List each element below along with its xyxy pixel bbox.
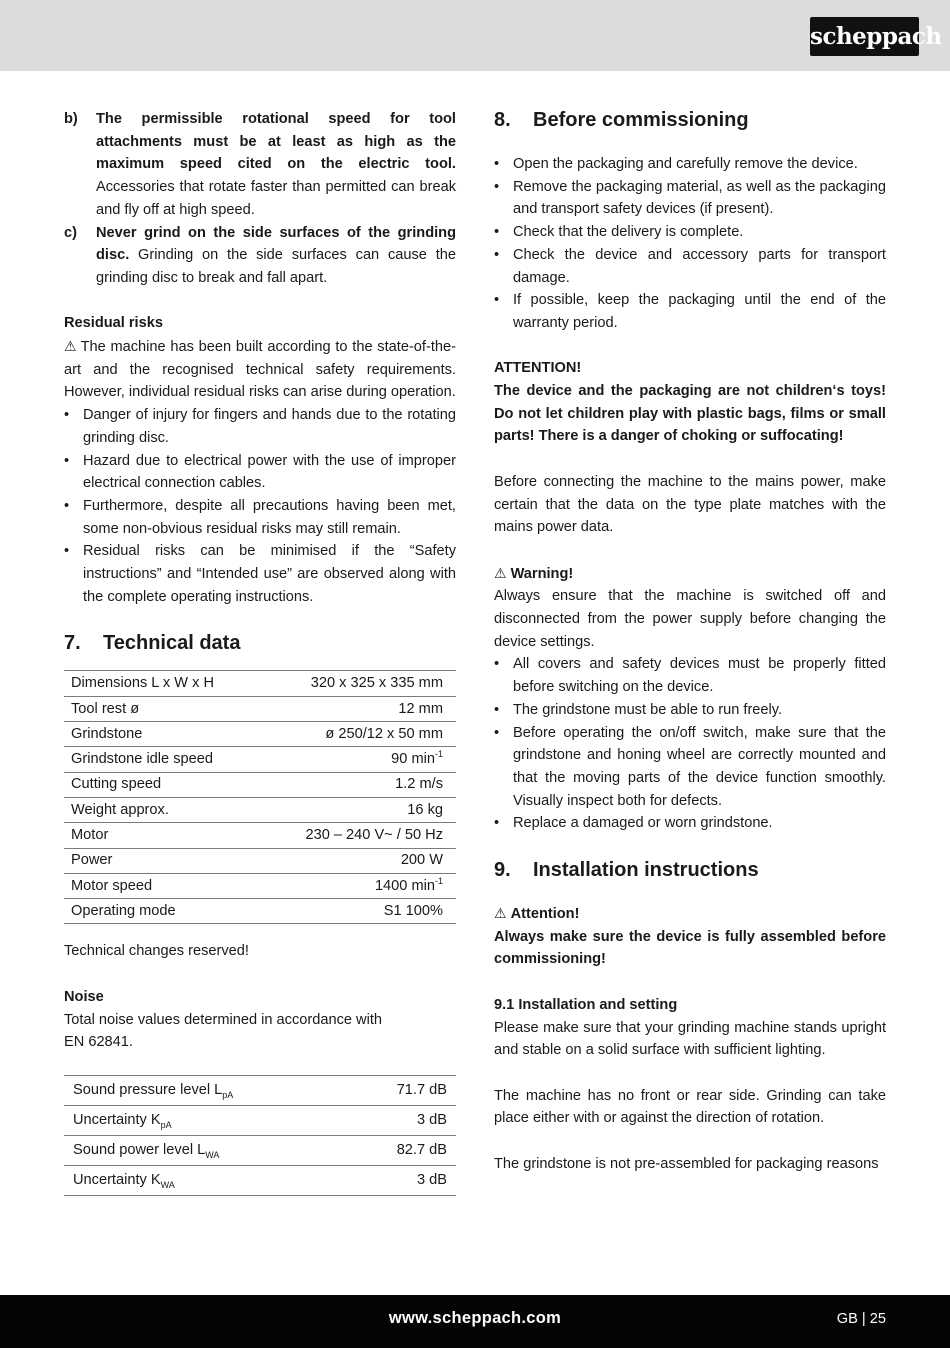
residual-risks-list: [64, 404, 456, 608]
spec-label: Grindstone: [64, 722, 263, 747]
spec-label: Dimensions L x W x H: [64, 671, 263, 696]
residual-risks-text: ⚠ The machine has been built according to the state-of-the-art and the recognised technical safety requirements. However, individual residual risks can arise during operation.: [64, 335, 456, 404]
noise-value: 3 dB: [347, 1165, 456, 1195]
spec-label: Grindstone idle speed: [64, 747, 263, 772]
spec-value: S1 100%: [263, 899, 456, 924]
spec-label: Motor: [64, 823, 263, 848]
warning-triangle-icon: ⚠: [494, 905, 507, 922]
section-heading-installation: 9. Installation instructions: [494, 859, 759, 882]
spec-value: 16 kg: [263, 797, 456, 822]
attention-title: ATTENTION!: [494, 360, 582, 377]
item-text: Accessories that rotate faster than permitted can break and fly off at high speed.: [96, 179, 456, 218]
header-bar: [0, 0, 950, 71]
spec-value: 12 mm: [263, 696, 456, 721]
installation-text: Please make sure that your grinding machine stands upright and stable on a solid surface with sufficient lighting.: [494, 1019, 886, 1059]
noise-label: Sound power level $L_{WA}$: [64, 1135, 347, 1165]
list-item-c: [64, 222, 456, 290]
warning-list: [494, 653, 886, 835]
item-text: Grinding on the side surfaces can cause the grinding disc to break and fall apart.: [96, 247, 456, 286]
noise-label: Sound pressure level $L_{pA}$: [64, 1075, 347, 1105]
right-column: [494, 108, 886, 1175]
noise-standard: EN 62841.: [64, 1034, 133, 1051]
list-item: • Hazard due to electrical power with the use of improper electrical connection cables.: [64, 450, 456, 495]
list-item: • Check the device and accessory parts for transport damage.: [494, 244, 886, 289]
warning-title: ⚠ Warning!: [494, 562, 886, 586]
spec-value: 1400 $\min^{-1}$: [263, 873, 456, 898]
table-row: [64, 696, 456, 721]
commissioning-list: [494, 153, 886, 335]
spec-value: 90 $\min^{-1}$: [263, 747, 456, 772]
section-heading-technical-data: 7. Technical data: [64, 632, 241, 655]
list-item: • Open the packaging and carefully remove the device.: [494, 153, 886, 176]
page-number: GB | 25: [836, 1311, 886, 1327]
spec-label: Tool rest ø: [64, 696, 263, 721]
table-row: [64, 848, 456, 873]
spec-value: 320 x 325 x 335 mm: [263, 671, 456, 696]
brand-logo: scheppach: [810, 17, 919, 56]
left-column: [64, 108, 456, 1196]
noise-label: Uncertainty $K_{WA}$: [64, 1165, 347, 1195]
item-label: b): [64, 111, 78, 127]
spec-value: 1.2 m/s: [263, 772, 456, 797]
table-row: [64, 671, 456, 696]
noise-value: 71.7 dB: [347, 1075, 456, 1105]
table-row: [64, 1105, 456, 1135]
packaging-text: The grindstone is not pre-assembled for packaging reasons: [494, 1155, 879, 1172]
list-item: • The grindstone must be able to run freely.: [494, 699, 886, 722]
noise-table: [64, 1075, 456, 1196]
noise-text: Total noise values determined in accordance with: [64, 1011, 382, 1028]
technical-changes-note: Technical changes reserved!: [64, 943, 249, 960]
table-row: [64, 722, 456, 747]
list-item: • Check that the delivery is complete.: [494, 221, 886, 244]
noise-value: 82.7 dB: [347, 1135, 456, 1165]
list-item-b: [64, 108, 456, 222]
list-item: • Furthermore, despite all precautions having been met, some non-obvious residual risks may still remain.: [64, 495, 456, 540]
spec-label: Weight approx.: [64, 797, 263, 822]
warning-triangle-icon: ⚠: [64, 338, 77, 355]
spec-value: ø 250/12 x 50 mm: [263, 722, 456, 747]
attention-text: The device and the packaging are not children‘s toys! Do not let children play with plastic bags, films or small parts! There is a danger of choking or suffocating!: [494, 383, 886, 445]
table-row: [64, 772, 456, 797]
table-row: [64, 747, 456, 772]
spec-label: Motor speed: [64, 873, 263, 898]
grinding-direction-text: The machine has no front or rear side. Grinding can take place either with or against the direction of rotation.: [494, 1087, 886, 1127]
list-item: • Remove the packaging material, as well as the packaging and transport safety devices (if present).: [494, 176, 886, 221]
mains-power-text: Before connecting the machine to the mains power, make certain that the data on the type plate matches with the mains power data.: [494, 473, 886, 536]
spec-value: 230 – 240 V~ / 50 Hz: [263, 823, 456, 848]
residual-risks-title: Residual risks: [64, 315, 163, 332]
table-row: [64, 899, 456, 924]
table-row: [64, 1135, 456, 1165]
list-item: • Before operating the on/off switch, make sure that the grindstone and honing wheel are correctly mounted and that the moving parts of the device function smoothly. Visually inspect both for defects.: [494, 722, 886, 813]
list-item: • If possible, keep the packaging until the end of the warranty period.: [494, 289, 886, 334]
warning-triangle-icon: ⚠: [494, 564, 507, 581]
item-bold-text: The permissible rotational speed for tool attachments must be at least as high as the maximum speed cited on the electric tool.: [96, 111, 456, 173]
technical-data-table: [64, 670, 456, 924]
website-link[interactable]: www.scheppach.com: [388, 1309, 562, 1327]
table-row: [64, 873, 456, 898]
spec-label: Operating mode: [64, 899, 263, 924]
table-row: [64, 823, 456, 848]
spec-value: 200 W: [263, 848, 456, 873]
list-item: • Danger of injury for fingers and hands due to the rotating grinding disc.: [64, 404, 456, 449]
table-row: [64, 1165, 456, 1195]
item-label: c): [64, 224, 77, 241]
warning-text: Always ensure that the machine is switched off and disconnected from the power supply before changing the device settings.: [494, 588, 886, 650]
attention-title: ⚠ Attention!: [494, 902, 886, 926]
subsection-title: 9.1 Installation and setting: [494, 996, 678, 1013]
spec-label: Power: [64, 848, 263, 873]
item-bold-text: Never grind on the side surfaces of the grinding disc.: [96, 224, 456, 264]
attention-text: Always make sure the device is fully assembled before commissioning!: [494, 928, 886, 968]
list-item: • Residual risks can be minimised if the “Safety instructions” and “Intended use” are observed along with the complete operating instructions.: [64, 540, 456, 608]
spec-label: Cutting speed: [64, 772, 263, 797]
footer-bar: [0, 1295, 950, 1348]
section-heading-before-commissioning: 8. Before commissioning: [494, 109, 749, 131]
noise-title: Noise: [64, 988, 104, 1005]
list-item: • Replace a damaged or worn grindstone.: [494, 812, 886, 835]
table-row: [64, 1075, 456, 1105]
noise-value: 3 dB: [347, 1105, 456, 1135]
list-item: • All covers and safety devices must be properly fitted before switching on the device.: [494, 653, 886, 698]
noise-label: Uncertainty $K_{pA}$: [64, 1105, 347, 1135]
table-row: [64, 797, 456, 822]
